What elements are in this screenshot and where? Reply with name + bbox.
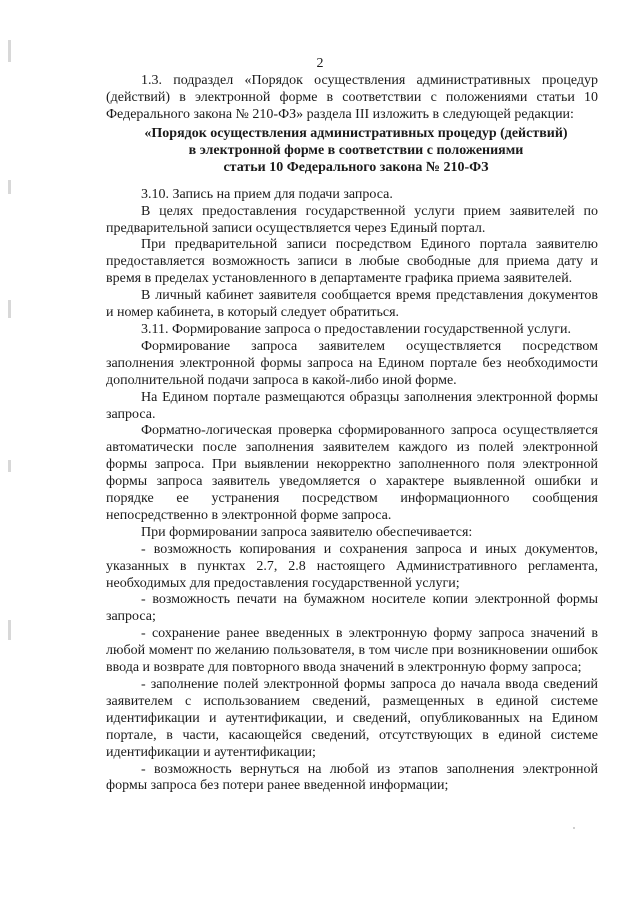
paragraph: 3.10. Запись на прием для подачи запроса. [141,186,393,202]
scan-speck [573,827,575,829]
scan-margin-mark [8,180,11,194]
paragraph: Форматно-логическая проверка сформированного запроса осуществляется автоматически после заполнения заявителем каждого из полей электронной формы запроса. При выявлении некорректно заполненного поля электронной формы запроса заявитель уведомляется о характере выявленной ошибки и порядке ее устранения посредством информационного сообщения непосредственно в электронной форме запроса. [106,423,598,523]
paragraph: В целях предоставления государственной услуги прием заявителей по предварительной записи осуществляется через Единый портал. [106,203,598,236]
list-item: - сохранение ранее введенных в электронную форму запроса значений в любой момент по желанию пользователя, в том числе при возникновении ошибок ввода и возврате для повторного ввода значений в электронную форму запроса; [106,626,598,676]
list-item: - возможность копирования и сохранения запроса и иных документов, указанных в пунктах 2.7, 2.8 настоящего Административного регламента, необходимых для предоставления государственной услуги; [106,541,598,591]
scan-margin-mark [8,300,11,318]
page-number: 2 [316,56,324,71]
scan-margin-mark [8,460,11,472]
section-heading [106,125,598,176]
paragraph: В личный кабинет заявителя сообщается время представления документов и номер кабинета, в который следует обратиться. [106,288,598,321]
list-item: - возможность вернуться на любой из этапов заполнения электронной формы запроса без потери ранее введенной информации; [106,761,598,794]
heading-line: статьи 10 Федерального закона № 210-ФЗ [223,159,489,175]
list-item: - возможность печати на бумажном носителе копии электронной формы запроса; [106,592,598,625]
heading-line: «Порядок осуществления административных процедур (действий) [144,125,568,141]
intro-paragraph: 1.3. подраздел «Порядок осуществления административных процедур (действий) в электронной форме в соответствии с положениями статьи 10 Федерального закона № 210-ФЗ» раздела III изложить в следующей редакции: [106,73,598,122]
document-body [106,73,598,795]
paragraph: При формировании запроса заявителю обеспечивается: [141,524,473,540]
paragraph: Формирование запроса заявителем осуществляется посредством заполнения электронной формы запроса на Едином портале без необходимости дополнительной подачи запроса в какой-либо иной форме. [106,338,598,388]
paragraph: На Едином портале размещаются образцы заполнения электронной формы запроса. [106,389,598,422]
heading-line: в электронной форме в соответствии с положениями [188,142,524,158]
paragraph: При предварительной записи посредством Единого портала заявителю предоставляется возможность записи в любые свободные для приема дату и время в пределах установленного в департаменте графика приема заявителей. [106,237,598,287]
scan-margin-mark [8,620,11,640]
paragraph: 3.11. Формирование запроса о предоставлении государственной услуги. [141,321,572,337]
list-item: - заполнение полей электронной формы запроса до начала ввода сведений заявителем с использованием сведений, размещенных в единой системе идентификации и аутентификации, и сведений, опубликованных на Едином портале, в части, касающейся сведений, отсутствующих в единой системе идентификации и аутентификации; [106,677,598,760]
